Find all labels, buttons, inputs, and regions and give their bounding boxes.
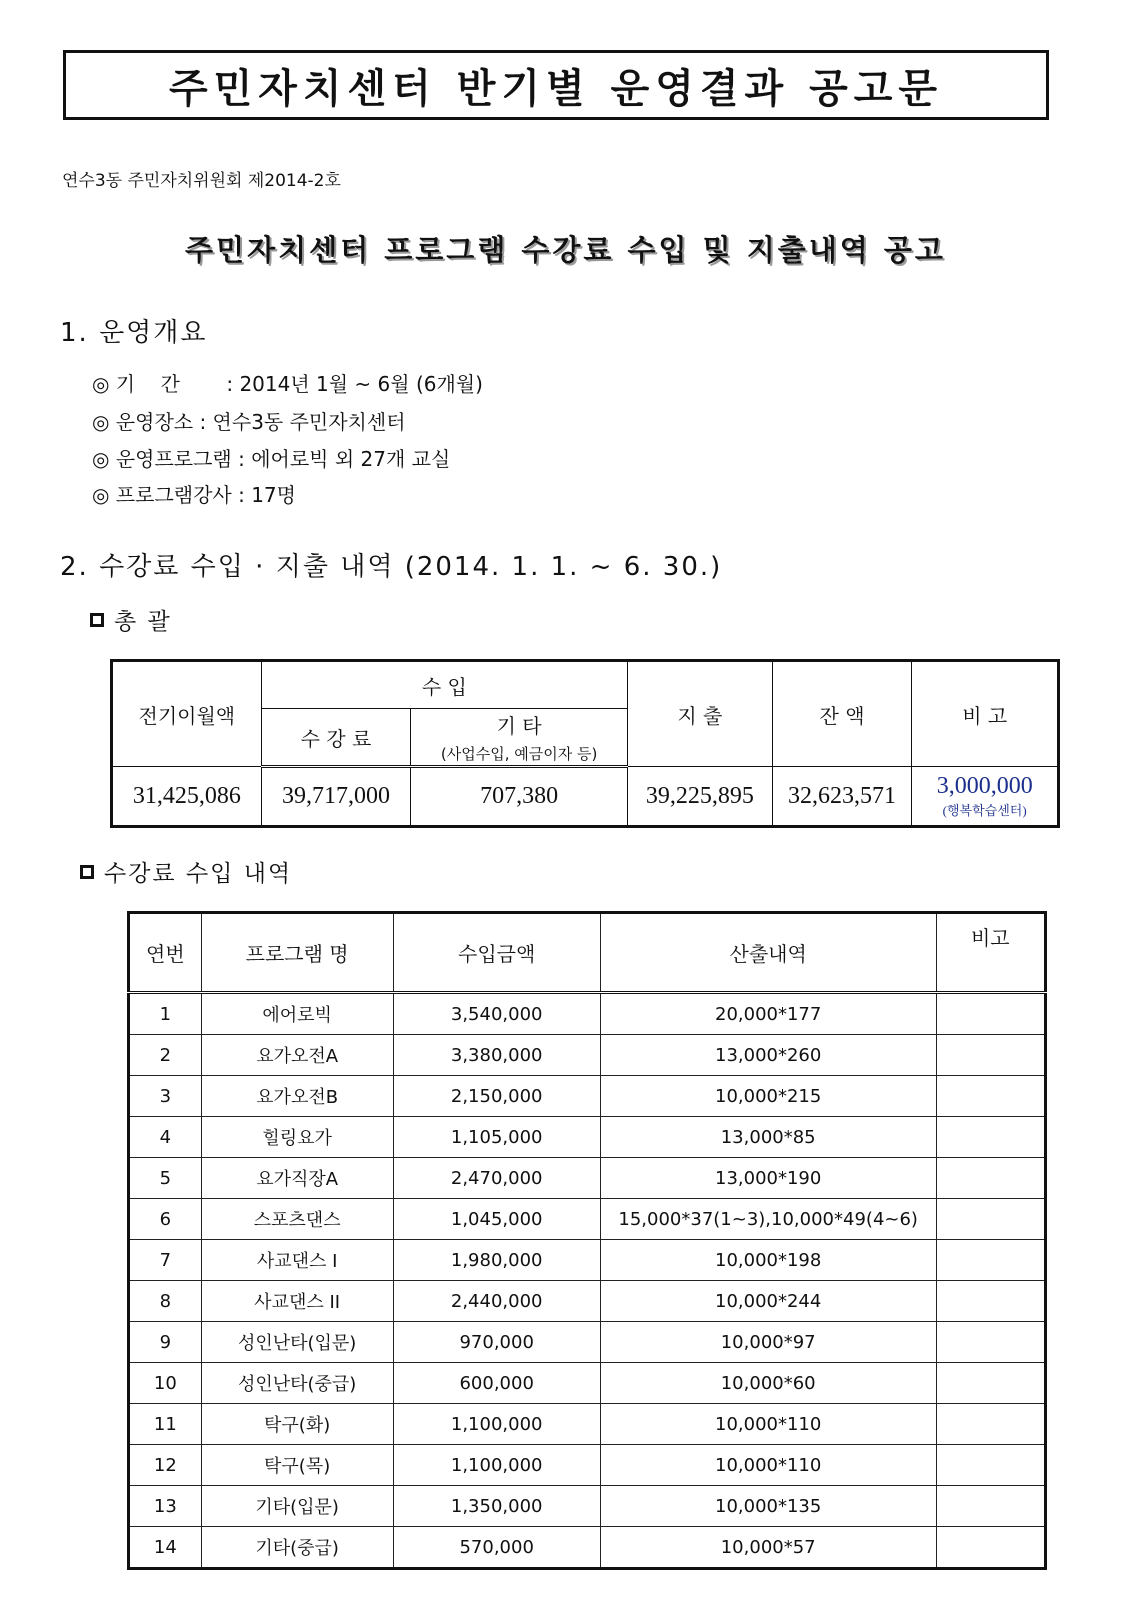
row-no: 14	[129, 1527, 202, 1569]
row-remark	[936, 1527, 1045, 1569]
table-row	[129, 1199, 1046, 1240]
overview-period-value: : 2014년 1월 ~ 6월 (6개월)	[226, 372, 483, 396]
row-program: 스포츠댄스	[201, 1199, 393, 1240]
table-row	[129, 1322, 1046, 1363]
summary-remark-note: (행복학습센터)	[942, 803, 1027, 818]
row-no: 3	[129, 1076, 202, 1117]
notice-title: 주민자치센터 프로그램 수강료 수입 및 지출내역 공고	[185, 233, 946, 267]
summary-header-other-label: 기 타	[496, 714, 542, 738]
overview-period	[92, 368, 483, 397]
row-program: 기타(중급)	[201, 1527, 393, 1569]
row-no: 9	[129, 1322, 202, 1363]
summary-header-carryover: 전기이월액	[112, 661, 262, 767]
row-calc: 10,000*60	[600, 1363, 936, 1404]
income-header-remark: 비고	[936, 913, 1045, 993]
row-amount: 2,150,000	[393, 1076, 600, 1117]
table-row	[129, 1281, 1046, 1322]
row-calc: 10,000*215	[600, 1076, 936, 1117]
overview-programs	[92, 443, 450, 472]
overview-programs-label: ◎ 운영프로그램	[92, 447, 232, 471]
row-no: 11	[129, 1404, 202, 1445]
summary-remark-value	[912, 767, 1059, 827]
overview-venue-value: : 연수3동 주민자치센터	[199, 410, 406, 434]
table-row	[129, 1158, 1046, 1199]
income-header-amount: 수입금액	[393, 913, 600, 993]
row-calc: 10,000*57	[600, 1527, 936, 1569]
summary-heading	[90, 603, 172, 636]
row-calc: 13,000*85	[600, 1117, 936, 1158]
summary-remark-amount: 3,000,000	[936, 773, 1033, 799]
row-program: 기타(입문)	[201, 1486, 393, 1527]
row-calc: 13,000*260	[600, 1035, 936, 1076]
row-remark	[936, 1486, 1045, 1527]
row-program: 힐링요가	[201, 1117, 393, 1158]
checkbox-square-icon	[80, 865, 94, 879]
row-amount: 1,100,000	[393, 1445, 600, 1486]
row-no: 1	[129, 993, 202, 1035]
row-remark	[936, 1035, 1045, 1076]
row-calc: 10,000*110	[600, 1445, 936, 1486]
summary-header-balance: 잔 액	[772, 661, 912, 767]
income-header-program: 프로그램 명	[201, 913, 393, 993]
row-calc: 10,000*110	[600, 1404, 936, 1445]
row-program: 사교댄스 II	[201, 1281, 393, 1322]
row-no: 13	[129, 1486, 202, 1527]
summary-header-other-note: (사업수입, 예금이자 등)	[440, 745, 598, 763]
row-program: 성인난타(입문)	[201, 1322, 393, 1363]
overview-programs-value: : 에어로빅 외 27개 교실	[238, 447, 451, 471]
row-calc: 10,000*135	[600, 1486, 936, 1527]
overview-venue-label: ◎ 운영장소	[92, 410, 194, 434]
income-heading	[80, 855, 292, 888]
row-remark	[936, 1240, 1045, 1281]
row-calc: 15,000*37(1~3),10,000*49(4~6)	[600, 1199, 936, 1240]
overview-period-label: ◎ 기 간	[92, 372, 180, 396]
row-no: 8	[129, 1281, 202, 1322]
income-table	[127, 911, 1047, 1570]
row-amount: 2,440,000	[393, 1281, 600, 1322]
row-amount: 2,470,000	[393, 1158, 600, 1199]
row-no: 12	[129, 1445, 202, 1486]
row-program: 에어로빅	[201, 993, 393, 1035]
row-amount: 3,540,000	[393, 993, 600, 1035]
row-calc: 20,000*177	[600, 993, 936, 1035]
table-row	[129, 1527, 1046, 1569]
table-row	[129, 1240, 1046, 1281]
row-remark	[936, 1117, 1045, 1158]
row-remark	[936, 1322, 1045, 1363]
row-amount: 1,045,000	[393, 1199, 600, 1240]
row-amount: 1,350,000	[393, 1486, 600, 1527]
row-no: 7	[129, 1240, 202, 1281]
table-row	[129, 1404, 1046, 1445]
summary-balance-value: 32,623,571	[772, 767, 912, 827]
row-amount: 1,100,000	[393, 1404, 600, 1445]
summary-tuition-value: 39,717,000	[261, 767, 411, 827]
row-no: 2	[129, 1035, 202, 1076]
document-number: 연수3동 주민자치위원회 제2014-2호	[62, 171, 341, 191]
summary-header-expense: 지 출	[627, 661, 772, 767]
summary-carryover-value: 31,425,086	[112, 767, 262, 827]
row-calc: 10,000*198	[600, 1240, 936, 1281]
row-program: 탁구(목)	[201, 1445, 393, 1486]
overview-instructors	[92, 479, 296, 508]
table-row	[129, 1445, 1046, 1486]
section2-heading: 2. 수강료 수입 · 지출 내역 (2014. 1. 1. ~ 6. 30.)	[60, 552, 723, 582]
row-calc: 13,000*190	[600, 1158, 936, 1199]
row-no: 5	[129, 1158, 202, 1199]
row-program: 탁구(화)	[201, 1404, 393, 1445]
summary-expense-value: 39,225,895	[627, 767, 772, 827]
row-program: 사교댄스 I	[201, 1240, 393, 1281]
row-amount: 600,000	[393, 1363, 600, 1404]
row-program: 요가오전B	[201, 1076, 393, 1117]
row-remark	[936, 1076, 1045, 1117]
row-no: 10	[129, 1363, 202, 1404]
checkbox-square-icon	[90, 613, 104, 627]
income-heading-label: 수강료 수입 내역	[104, 861, 293, 887]
row-remark	[936, 993, 1045, 1035]
row-remark	[936, 1363, 1045, 1404]
overview-venue	[92, 406, 406, 435]
summary-other-value: 707,380	[411, 767, 628, 827]
table-row	[129, 1486, 1046, 1527]
row-remark	[936, 1158, 1045, 1199]
document-title: 주민자치센터 반기별 운영결과 공고문	[63, 50, 1049, 120]
row-remark	[936, 1281, 1045, 1322]
row-amount: 970,000	[393, 1322, 600, 1363]
overview-instructors-label: ◎ 프로그램강사	[92, 483, 232, 507]
income-header-no: 연번	[129, 913, 202, 993]
row-program: 요가오전A	[201, 1035, 393, 1076]
section1-heading: 1. 운영개요	[60, 318, 208, 348]
row-amount: 1,980,000	[393, 1240, 600, 1281]
table-row	[129, 1035, 1046, 1076]
summary-table	[110, 659, 1060, 828]
row-program: 요가직장A	[201, 1158, 393, 1199]
row-no: 4	[129, 1117, 202, 1158]
summary-header-tuition: 수 강 료	[261, 709, 411, 767]
table-row	[129, 1117, 1046, 1158]
row-amount: 1,105,000	[393, 1117, 600, 1158]
income-header-calc: 산출내역	[600, 913, 936, 993]
row-calc: 10,000*97	[600, 1322, 936, 1363]
table-row	[129, 1363, 1046, 1404]
summary-header-remark: 비 고	[912, 661, 1059, 767]
row-amount: 570,000	[393, 1527, 600, 1569]
row-no: 6	[129, 1199, 202, 1240]
summary-header-other	[411, 709, 628, 767]
summary-heading-label: 총 괄	[114, 609, 172, 635]
row-remark	[936, 1445, 1045, 1486]
row-program: 성인난타(중급)	[201, 1363, 393, 1404]
row-remark	[936, 1404, 1045, 1445]
row-calc: 10,000*244	[600, 1281, 936, 1322]
table-row	[129, 1076, 1046, 1117]
overview-instructors-value: : 17명	[238, 483, 296, 507]
row-remark	[936, 1199, 1045, 1240]
table-row	[129, 993, 1046, 1035]
summary-header-income: 수 입	[261, 661, 627, 709]
row-amount: 3,380,000	[393, 1035, 600, 1076]
